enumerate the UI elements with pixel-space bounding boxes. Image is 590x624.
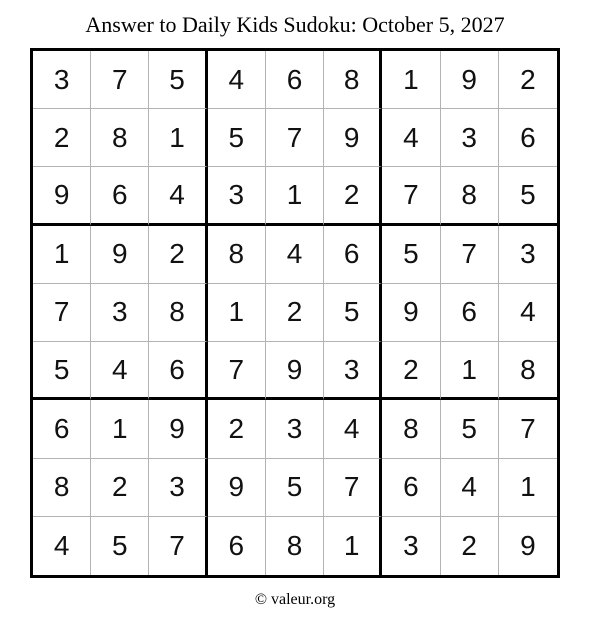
sudoku-cell-r2-c9: 6 xyxy=(499,109,557,167)
sudoku-cell-r7-c2: 1 xyxy=(91,400,149,458)
sudoku-cell-r1-c6: 8 xyxy=(324,51,382,109)
sudoku-board xyxy=(30,48,560,578)
sudoku-cell-r3-c8: 8 xyxy=(441,167,499,225)
sudoku-cell-r9-c8: 2 xyxy=(441,517,499,575)
sudoku-cell-r5-c5: 2 xyxy=(266,284,324,342)
sudoku-cell-r4-c8: 7 xyxy=(441,226,499,284)
sudoku-cell-r8-c8: 4 xyxy=(441,459,499,517)
sudoku-cell-r6-c7: 2 xyxy=(382,342,440,400)
sudoku-cell-r6-c8: 1 xyxy=(441,342,499,400)
sudoku-cell-r3-c4: 3 xyxy=(208,167,266,225)
sudoku-cell-r6-c6: 3 xyxy=(324,342,382,400)
sudoku-cell-r9-c6: 1 xyxy=(324,517,382,575)
sudoku-cell-r4-c4: 8 xyxy=(208,226,266,284)
sudoku-cell-r7-c4: 2 xyxy=(208,400,266,458)
sudoku-cell-r4-c2: 9 xyxy=(91,226,149,284)
sudoku-cell-r9-c5: 8 xyxy=(266,517,324,575)
sudoku-cell-r7-c6: 4 xyxy=(324,400,382,458)
sudoku-cell-r5-c3: 8 xyxy=(149,284,207,342)
sudoku-cell-r1-c7: 1 xyxy=(382,51,440,109)
sudoku-cell-r1-c1: 3 xyxy=(33,51,91,109)
sudoku-cell-r9-c1: 4 xyxy=(33,517,91,575)
sudoku-cell-r8-c6: 7 xyxy=(324,459,382,517)
sudoku-cell-r5-c9: 4 xyxy=(499,284,557,342)
sudoku-cell-r3-c6: 2 xyxy=(324,167,382,225)
sudoku-cell-r6-c2: 4 xyxy=(91,342,149,400)
sudoku-cell-r3-c7: 7 xyxy=(382,167,440,225)
sudoku-cell-r3-c3: 4 xyxy=(149,167,207,225)
sudoku-cell-r8-c2: 2 xyxy=(91,459,149,517)
sudoku-cell-r4-c6: 6 xyxy=(324,226,382,284)
sudoku-cell-r5-c2: 3 xyxy=(91,284,149,342)
sudoku-cell-r2-c3: 1 xyxy=(149,109,207,167)
sudoku-cell-r8-c4: 9 xyxy=(208,459,266,517)
sudoku-cell-r7-c8: 5 xyxy=(441,400,499,458)
sudoku-cell-r3-c1: 9 xyxy=(33,167,91,225)
sudoku-cell-r1-c5: 6 xyxy=(266,51,324,109)
sudoku-cell-r5-c6: 5 xyxy=(324,284,382,342)
sudoku-cell-r7-c1: 6 xyxy=(33,400,91,458)
sudoku-cell-r8-c5: 5 xyxy=(266,459,324,517)
sudoku-cell-r5-c8: 6 xyxy=(441,284,499,342)
sudoku-cell-r7-c5: 3 xyxy=(266,400,324,458)
sudoku-cell-r6-c9: 8 xyxy=(499,342,557,400)
sudoku-cell-r2-c8: 3 xyxy=(441,109,499,167)
sudoku-cell-r8-c1: 8 xyxy=(33,459,91,517)
sudoku-cell-r4-c5: 4 xyxy=(266,226,324,284)
sudoku-cell-r9-c9: 9 xyxy=(520,529,536,561)
sudoku-cell-r6-c5: 9 xyxy=(266,342,324,400)
copyright-footer: © valeur.org xyxy=(254,591,336,608)
sudoku-cell-r9-c3: 7 xyxy=(149,517,207,575)
sudoku-cell-r5-c4: 1 xyxy=(208,284,266,342)
sudoku-cell-r6-c4: 7 xyxy=(208,342,266,400)
sudoku-cell-r9-c2: 5 xyxy=(91,517,149,575)
sudoku-cell-r2-c1: 2 xyxy=(33,109,91,167)
sudoku-cell-r2-c4: 5 xyxy=(208,109,266,167)
page-title: Answer to Daily Kids Sudoku: October 5, 2027 xyxy=(85,12,505,37)
sudoku-cell-r1-c3: 5 xyxy=(149,51,207,109)
sudoku-cell-r8-c7: 6 xyxy=(382,459,440,517)
sudoku-cell-r9-c7: 3 xyxy=(382,517,440,575)
sudoku-cell-r1-c4: 4 xyxy=(208,51,266,109)
sudoku-cell-r9-c4: 6 xyxy=(208,517,266,575)
sudoku-cell-r3-c9: 5 xyxy=(499,167,557,225)
sudoku-cell-r2-c5: 7 xyxy=(266,109,324,167)
sudoku-cell-r4-c9: 3 xyxy=(499,226,557,284)
sudoku-cell-r5-c1: 7 xyxy=(33,284,91,342)
sudoku-cell-r3-c2: 6 xyxy=(91,167,149,225)
sudoku-cell-r1-c8: 9 xyxy=(441,51,499,109)
sudoku-cell-r4-c1: 1 xyxy=(33,226,91,284)
sudoku-cell-r4-c3: 2 xyxy=(149,226,207,284)
sudoku-cell-r5-c7: 9 xyxy=(382,284,440,342)
sudoku-cell-r7-c3: 9 xyxy=(149,400,207,458)
sudoku-cell-r6-c1: 5 xyxy=(33,342,91,400)
sudoku-cell-r4-c7: 5 xyxy=(382,226,440,284)
sudoku-cell-r8-c3: 3 xyxy=(149,459,207,517)
sudoku-cell-r2-c2: 8 xyxy=(91,109,149,167)
sudoku-cell-r1-c9: 2 xyxy=(499,51,557,109)
sudoku-cell-r7-c7: 8 xyxy=(382,400,440,458)
sudoku-cell-r3-c5: 1 xyxy=(266,167,324,225)
sudoku-cell-r6-c3: 6 xyxy=(149,342,207,400)
sudoku-cell-r1-c2: 7 xyxy=(91,51,149,109)
sudoku-cell-r7-c9: 7 xyxy=(499,400,557,458)
sudoku-cell-r8-c9: 1 xyxy=(499,459,557,517)
sudoku-cell-r2-c6: 9 xyxy=(324,109,382,167)
sudoku-cell-r2-c7: 4 xyxy=(382,109,440,167)
